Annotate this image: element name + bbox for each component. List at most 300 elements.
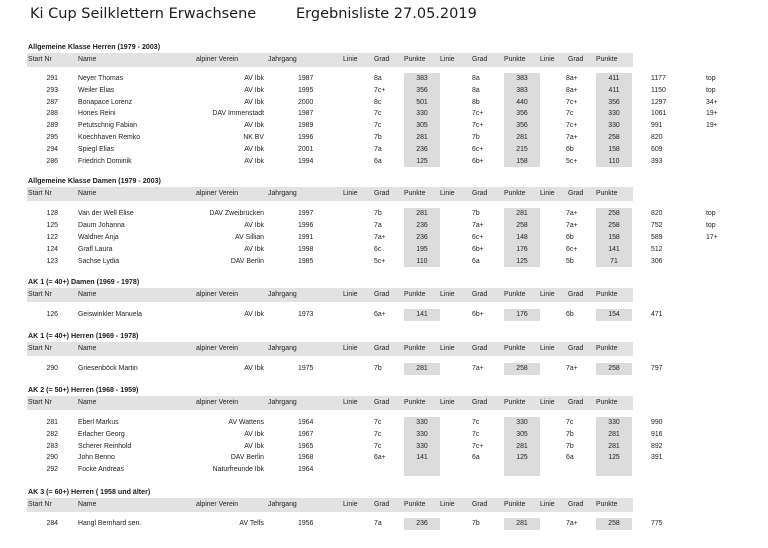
cell-punkte-2: 305 bbox=[516, 430, 528, 438]
table-row bbox=[0, 73, 768, 85]
cell-start-nr: 293 bbox=[46, 86, 58, 94]
cell-grad-1: 7c+ bbox=[374, 86, 386, 94]
cell-punkte-3: 154 bbox=[608, 311, 620, 319]
section-title: Allgemeine Klasse Herren (1979 - 2003) bbox=[28, 43, 161, 51]
cell-punkte-2: 281 bbox=[516, 442, 528, 450]
cell-punkte-3: 281 bbox=[608, 430, 620, 438]
cell-grad-2: 6b+ bbox=[472, 245, 484, 253]
cell-total: 916 bbox=[651, 430, 663, 438]
header-grad-3: Grad bbox=[568, 190, 584, 198]
cell-start-nr: 286 bbox=[46, 157, 58, 165]
header-linie-1: Linie bbox=[343, 56, 358, 63]
cell-grad-3: 7c+ bbox=[566, 122, 578, 130]
header-name: Name bbox=[78, 291, 97, 299]
cell-verein: DAV Zweibrücken bbox=[209, 210, 264, 218]
cell-jahrgang: 1991 bbox=[298, 233, 314, 241]
cell-start-nr: 295 bbox=[46, 133, 58, 141]
cell-punkte-2: 356 bbox=[516, 110, 528, 118]
cell-start-nr: 283 bbox=[46, 442, 58, 450]
cell-grad-2: 6a bbox=[472, 454, 480, 462]
cell-punkte-1: 330 bbox=[416, 442, 428, 450]
cell-verein: DAV Berlin bbox=[230, 454, 264, 462]
header-punkte-2: Punkte bbox=[504, 291, 526, 299]
cell-grad-1: 7a bbox=[374, 222, 382, 230]
section-title: AK 2 (= 50+) Herren (1968 - 1959) bbox=[28, 385, 139, 394]
header-grad-2: Grad bbox=[472, 291, 488, 299]
cell-start-nr: 125 bbox=[46, 222, 58, 230]
cell-punkte-1: 501 bbox=[416, 98, 428, 106]
cell-punkte-2: 356 bbox=[516, 122, 528, 130]
cell-name: Focke Andreas bbox=[78, 466, 124, 474]
cell-total: 991 bbox=[651, 122, 663, 130]
table-header bbox=[27, 396, 633, 410]
header-linie-1: Linie bbox=[343, 291, 358, 299]
results-section bbox=[0, 331, 768, 375]
table-header bbox=[27, 53, 633, 67]
cell-start-nr: 289 bbox=[46, 122, 58, 130]
cell-grad-3: 6c+ bbox=[566, 245, 578, 253]
document-subtitle: Ergebnisliste 27.05.2019 bbox=[296, 6, 477, 22]
cell-total: 892 bbox=[651, 442, 663, 450]
cell-punkte-2: 148 bbox=[516, 233, 528, 241]
points-cell-background bbox=[504, 464, 540, 476]
cell-start-nr: 287 bbox=[46, 98, 58, 106]
cell-verein: AV Ibk bbox=[244, 430, 264, 438]
cell-start-nr: 123 bbox=[46, 257, 58, 265]
cell-grad-3: 7b bbox=[566, 442, 574, 450]
table-row bbox=[0, 232, 768, 244]
cell-verein: NK BV bbox=[243, 133, 264, 141]
header-start-nr: Start Nr bbox=[28, 56, 52, 63]
cell-grad-1: 6a+ bbox=[374, 311, 386, 319]
points-cell-background bbox=[404, 464, 440, 476]
cell-name: Hangl Bernhard sen. bbox=[78, 519, 142, 527]
cell-verein: AV Ibk bbox=[244, 75, 264, 82]
header-grad-2: Grad bbox=[472, 190, 488, 198]
cell-grad-3: 5b bbox=[566, 257, 574, 265]
section-title: Allgemeine Klasse Damen (1979 - 2003) bbox=[28, 177, 161, 186]
header-grad-3: Grad bbox=[568, 291, 584, 299]
cell-punkte-1: 281 bbox=[416, 133, 428, 141]
cell-start-nr: 284 bbox=[46, 519, 58, 527]
cell-grad-3: 7a+ bbox=[566, 210, 578, 218]
header-verein: alpiner Verein bbox=[196, 398, 239, 406]
cell-punkte-2: 176 bbox=[516, 311, 528, 319]
cell-jahrgang: 2000 bbox=[298, 98, 314, 106]
header-grad-2: Grad bbox=[472, 345, 488, 353]
cell-name: Geiswinkler Manuela bbox=[78, 311, 142, 319]
header-linie-2: Linie bbox=[440, 56, 455, 63]
cell-verein: AV Ibk bbox=[244, 122, 264, 130]
cell-punkte-3: 158 bbox=[608, 233, 620, 241]
cell-punkte-1: 356 bbox=[416, 86, 428, 94]
cell-punkte-2: 440 bbox=[516, 98, 528, 106]
cell-punkte-1: 281 bbox=[416, 365, 428, 373]
cell-jahrgang: 1987 bbox=[298, 75, 314, 82]
header-punkte-2: Punkte bbox=[504, 500, 526, 508]
cell-grad-3: 6b bbox=[566, 233, 574, 241]
cell-grad-2: 7a+ bbox=[472, 222, 484, 230]
cell-start-nr: 282 bbox=[46, 430, 58, 438]
cell-grad-1: 7a bbox=[374, 145, 382, 153]
header-linie-1: Linie bbox=[343, 345, 358, 353]
table-row bbox=[0, 429, 768, 441]
header-start-nr: Start Nr bbox=[28, 291, 52, 299]
cell-verein: AV Ibk bbox=[244, 145, 264, 153]
header-punkte-3: Punkte bbox=[596, 56, 618, 63]
cell-grad-3: 7b bbox=[566, 430, 574, 438]
table-row bbox=[0, 244, 768, 256]
cell-grad-2: 8a bbox=[472, 86, 480, 94]
cell-total: 797 bbox=[651, 365, 663, 373]
cell-jahrgang: 1967 bbox=[298, 430, 314, 438]
header-linie-1: Linie bbox=[343, 500, 358, 508]
cell-verein: AV Telfs bbox=[239, 519, 264, 527]
cell-punkte-3: 356 bbox=[608, 98, 620, 106]
header-grad-1: Grad bbox=[374, 500, 390, 508]
header-start-nr: Start Nr bbox=[28, 190, 52, 198]
header-punkte-1: Punkte bbox=[404, 398, 426, 406]
cell-total: 820 bbox=[651, 210, 663, 218]
cell-punkte-2: 125 bbox=[516, 257, 528, 265]
cell-grad-1: 7b bbox=[374, 210, 382, 218]
header-grad-2: Grad bbox=[472, 398, 488, 406]
cell-total: 306 bbox=[651, 257, 663, 265]
cell-start-nr: 292 bbox=[46, 466, 58, 474]
table-row bbox=[0, 452, 768, 464]
header-grad-1: Grad bbox=[374, 190, 390, 198]
header-punkte-1: Punkte bbox=[404, 291, 426, 299]
cell-grad-1: 7a bbox=[374, 519, 382, 527]
header-jahrgang: Jahrgang bbox=[268, 398, 297, 406]
section-title: AK 3 (= 60+) Herren ( 1958 und älter) bbox=[28, 487, 151, 496]
cell-grad-3: 7c+ bbox=[566, 98, 578, 106]
table-header bbox=[27, 498, 633, 512]
table-header bbox=[27, 187, 633, 201]
table-row bbox=[0, 97, 768, 109]
cell-punkte-1: 330 bbox=[416, 418, 428, 426]
cell-grad-2: 8a bbox=[472, 75, 480, 82]
cell-verein: AV Ibk bbox=[244, 311, 264, 319]
cell-verein: AV Ibk bbox=[244, 245, 264, 253]
cell-extra: 17+ bbox=[706, 233, 718, 241]
header-punkte-3: Punkte bbox=[596, 345, 618, 353]
cell-total: 1061 bbox=[651, 110, 667, 118]
cell-grad-2: 7c+ bbox=[472, 442, 484, 450]
cell-jahrgang: 1987 bbox=[298, 110, 314, 118]
section-title: AK 1 (= 40+) Damen (1969 - 1978) bbox=[28, 278, 140, 287]
table-row bbox=[0, 417, 768, 429]
cell-grad-3: 8a+ bbox=[566, 86, 578, 94]
cell-jahrgang: 1964 bbox=[298, 466, 314, 474]
cell-grad-2: 6b+ bbox=[472, 311, 484, 319]
cell-total: 1150 bbox=[651, 86, 666, 94]
cell-start-nr: 288 bbox=[46, 110, 58, 118]
cell-verein: DAV Berlin bbox=[230, 257, 264, 265]
header-verein: alpiner Verein bbox=[196, 345, 239, 353]
cell-punkte-3: 330 bbox=[608, 110, 620, 118]
header-grad-2: Grad bbox=[472, 56, 488, 63]
header-punkte-3: Punkte bbox=[596, 190, 618, 198]
results-sections bbox=[0, 33, 768, 530]
header-jahrgang: Jahrgang bbox=[268, 500, 297, 508]
cell-name: John Benno bbox=[78, 454, 115, 462]
cell-grad-2: 7b bbox=[472, 210, 480, 218]
header-linie-3: Linie bbox=[540, 500, 555, 508]
table-row bbox=[0, 309, 768, 321]
table-header bbox=[27, 342, 633, 356]
cell-start-nr: 290 bbox=[46, 365, 58, 373]
header-punkte-1: Punkte bbox=[404, 190, 426, 198]
cell-grad-3: 6a bbox=[566, 454, 574, 462]
cell-name: Grafl Laura bbox=[78, 245, 113, 253]
cell-punkte-1: 141 bbox=[416, 311, 428, 319]
cell-grad-2: 6a bbox=[472, 257, 480, 265]
header-name: Name bbox=[78, 500, 97, 508]
cell-total: 512 bbox=[651, 245, 663, 253]
cell-punkte-2: 330 bbox=[516, 418, 528, 426]
table-row bbox=[0, 518, 768, 530]
header-punkte-2: Punkte bbox=[504, 56, 526, 63]
cell-punkte-3: 330 bbox=[608, 418, 620, 426]
cell-jahrgang: 1964 bbox=[298, 418, 314, 426]
header-grad-1: Grad bbox=[374, 291, 390, 299]
cell-grad-1: 5c+ bbox=[374, 257, 386, 265]
table-row bbox=[0, 132, 768, 144]
cell-verein: AV Ibk bbox=[244, 157, 264, 165]
cell-punkte-2: 158 bbox=[516, 157, 528, 165]
cell-jahrgang: 1975 bbox=[298, 365, 314, 373]
cell-grad-3: 7c bbox=[566, 418, 574, 426]
cell-jahrgang: 1994 bbox=[298, 157, 314, 165]
cell-total: 471 bbox=[651, 311, 663, 319]
cell-punkte-2: 258 bbox=[516, 222, 528, 230]
cell-extra: 19+ bbox=[706, 110, 718, 118]
cell-punkte-2: 215 bbox=[516, 145, 528, 153]
cell-grad-2: 7c+ bbox=[472, 122, 484, 130]
cell-grad-2: 7c+ bbox=[472, 110, 484, 118]
cell-punkte-2: 281 bbox=[516, 210, 528, 218]
cell-jahrgang: 1956 bbox=[298, 519, 314, 527]
header-grad-1: Grad bbox=[374, 56, 390, 63]
cell-grad-3: 7a+ bbox=[566, 365, 578, 373]
cell-jahrgang: 1965 bbox=[298, 442, 314, 450]
cell-name: Bonapace Lorenz bbox=[78, 98, 133, 106]
table-row bbox=[0, 220, 768, 232]
cell-name: Koechhaven Remko bbox=[78, 133, 141, 141]
header-name: Name bbox=[78, 56, 97, 63]
cell-grad-3: 7c bbox=[566, 110, 574, 118]
cell-punkte-1: 383 bbox=[416, 75, 428, 82]
cell-punkte-3: 258 bbox=[608, 365, 620, 373]
cell-punkte-1: 141 bbox=[416, 454, 428, 462]
header-linie-2: Linie bbox=[440, 190, 455, 198]
cell-grad-1: 6a bbox=[374, 157, 382, 165]
cell-punkte-1: 236 bbox=[416, 145, 428, 153]
header-jahrgang: Jahrgang bbox=[268, 345, 297, 353]
cell-punkte-1: 236 bbox=[416, 233, 428, 241]
cell-name: Erlacher Georg bbox=[78, 430, 125, 438]
header-punkte-3: Punkte bbox=[596, 500, 618, 508]
cell-name: Weiler Elias bbox=[78, 86, 115, 94]
cell-grad-1: 7c bbox=[374, 110, 382, 118]
cell-name: Friedrich Dominik bbox=[78, 157, 132, 165]
cell-start-nr: 122 bbox=[46, 233, 58, 241]
header-jahrgang: Jahrgang bbox=[268, 291, 297, 299]
cell-extra: top bbox=[706, 75, 716, 82]
cell-jahrgang: 1995 bbox=[298, 86, 314, 94]
table-row bbox=[0, 120, 768, 132]
cell-extra: 19+ bbox=[706, 122, 718, 130]
cell-punkte-3: 158 bbox=[608, 145, 620, 153]
cell-punkte-1: 236 bbox=[416, 222, 428, 230]
cell-jahrgang: 1973 bbox=[298, 311, 314, 319]
cell-punkte-3: 281 bbox=[608, 442, 620, 450]
header-grad-3: Grad bbox=[568, 56, 584, 63]
cell-verein: DAV Immenstadt bbox=[212, 110, 264, 118]
cell-punkte-1: 305 bbox=[416, 122, 428, 130]
cell-grad-3: 7a+ bbox=[566, 222, 578, 230]
header-verein: alpiner Verein bbox=[196, 56, 239, 63]
cell-start-nr: 124 bbox=[46, 245, 58, 253]
table-row bbox=[0, 256, 768, 268]
cell-jahrgang: 1997 bbox=[298, 210, 314, 218]
table-row bbox=[0, 208, 768, 220]
results-section bbox=[0, 42, 768, 167]
cell-punkte-1: 330 bbox=[416, 110, 428, 118]
header-linie-3: Linie bbox=[540, 398, 555, 406]
cell-grad-3: 7a+ bbox=[566, 519, 578, 527]
header-linie-1: Linie bbox=[343, 190, 358, 198]
header-grad-3: Grad bbox=[568, 398, 584, 406]
header-name: Name bbox=[78, 398, 97, 406]
cell-total: 1177 bbox=[651, 75, 666, 82]
header-punkte-2: Punkte bbox=[504, 190, 526, 198]
header-name: Name bbox=[78, 190, 97, 198]
header-linie-3: Linie bbox=[540, 345, 555, 353]
cell-jahrgang: 1968 bbox=[298, 454, 314, 462]
header-start-nr: Start Nr bbox=[28, 398, 52, 406]
document-title: Ki Cup Seilklettern Erwachsene bbox=[30, 6, 257, 22]
header-grad-2: Grad bbox=[472, 500, 488, 508]
cell-punkte-1: 330 bbox=[416, 430, 428, 438]
cell-name: Eberl Markus bbox=[78, 418, 119, 426]
cell-extra: top bbox=[706, 222, 716, 230]
header-verein: alpiner Verein bbox=[196, 190, 239, 198]
cell-total: 393 bbox=[651, 157, 663, 165]
header-verein: alpiner Verein bbox=[196, 291, 239, 299]
header-linie-1: Linie bbox=[343, 398, 358, 406]
cell-total: 589 bbox=[651, 233, 663, 241]
header-jahrgang: Jahrgang bbox=[268, 56, 297, 63]
results-section bbox=[0, 385, 768, 476]
cell-punkte-3: 258 bbox=[608, 210, 620, 218]
cell-grad-3: 5c+ bbox=[566, 157, 578, 165]
cell-punkte-2: 383 bbox=[516, 75, 528, 82]
cell-punkte-1: 110 bbox=[416, 257, 428, 265]
cell-name: Waldner Anja bbox=[78, 233, 119, 241]
cell-punkte-2: 258 bbox=[516, 365, 528, 373]
cell-punkte-3: 110 bbox=[608, 157, 620, 165]
table-row bbox=[0, 108, 768, 120]
cell-punkte-3: 411 bbox=[608, 86, 620, 94]
cell-grad-3: 7a+ bbox=[566, 133, 578, 141]
cell-grad-2: 7b bbox=[472, 519, 480, 527]
table-row bbox=[0, 85, 768, 97]
header-linie-2: Linie bbox=[440, 291, 455, 299]
header-punkte-2: Punkte bbox=[504, 398, 526, 406]
cell-verein: AV Sillian bbox=[235, 233, 264, 241]
cell-punkte-1: 125 bbox=[416, 157, 428, 165]
cell-name: Griesenböck Martin bbox=[78, 365, 138, 373]
cell-start-nr: 128 bbox=[46, 210, 58, 218]
results-section bbox=[0, 487, 768, 530]
cell-name: Petutschnig Fabian bbox=[78, 122, 137, 130]
header-linie-3: Linie bbox=[540, 56, 555, 63]
header-punkte-2: Punkte bbox=[504, 345, 526, 353]
cell-jahrgang: 1985 bbox=[298, 257, 314, 265]
cell-verein: AV Wattens bbox=[228, 418, 264, 426]
cell-jahrgang: 2001 bbox=[298, 145, 314, 153]
header-start-nr: Start Nr bbox=[28, 345, 52, 353]
cell-verein: Naturfreunde Ibk bbox=[212, 466, 264, 474]
cell-total: 609 bbox=[651, 145, 663, 153]
header-linie-2: Linie bbox=[440, 345, 455, 353]
cell-grad-1: 7b bbox=[374, 365, 382, 373]
cell-verein: AV Ibk bbox=[244, 365, 264, 373]
cell-grad-1: 8a bbox=[374, 75, 382, 82]
table-row bbox=[0, 441, 768, 453]
cell-punkte-2: 383 bbox=[516, 86, 528, 94]
cell-punkte-3: 125 bbox=[608, 454, 620, 462]
table-row bbox=[0, 464, 768, 476]
cell-grad-2: 7c bbox=[472, 430, 480, 438]
header-grad-1: Grad bbox=[374, 398, 390, 406]
header-name: Name bbox=[78, 345, 97, 353]
cell-name: Daum Johanna bbox=[78, 222, 125, 230]
cell-punkte-2: 281 bbox=[516, 519, 528, 527]
cell-grad-3: 6b bbox=[566, 311, 574, 319]
cell-name: Sachse Lydia bbox=[78, 257, 120, 265]
cell-grad-1: 6a+ bbox=[374, 454, 386, 462]
cell-total: 990 bbox=[651, 418, 663, 426]
cell-total: 391 bbox=[651, 454, 663, 462]
cell-verein: AV Ibk bbox=[244, 86, 264, 94]
cell-punkte-3: 258 bbox=[608, 133, 620, 141]
header-punkte-1: Punkte bbox=[404, 345, 426, 353]
cell-punkte-1: 281 bbox=[416, 210, 428, 218]
cell-start-nr: 291 bbox=[46, 75, 58, 82]
cell-grad-1: 8c bbox=[374, 98, 382, 106]
cell-name: Van der Well Elise bbox=[78, 210, 134, 218]
cell-start-nr: 281 bbox=[46, 418, 58, 426]
cell-punkte-3: 258 bbox=[608, 222, 620, 230]
cell-grad-2: 6c+ bbox=[472, 145, 484, 153]
cell-punkte-3: 411 bbox=[608, 75, 620, 82]
header-punkte-3: Punkte bbox=[596, 291, 618, 299]
header-grad-3: Grad bbox=[568, 500, 584, 508]
cell-total: 752 bbox=[651, 222, 663, 230]
table-header bbox=[27, 288, 633, 302]
header-linie-3: Linie bbox=[540, 291, 555, 299]
header-jahrgang: Jahrgang bbox=[268, 190, 297, 198]
cell-extra: top bbox=[706, 86, 716, 94]
results-section bbox=[0, 277, 768, 321]
cell-start-nr: 126 bbox=[46, 311, 58, 319]
header-punkte-1: Punkte bbox=[404, 56, 426, 63]
header-linie-2: Linie bbox=[440, 500, 455, 508]
cell-name: Spiegl Elias bbox=[78, 145, 115, 153]
